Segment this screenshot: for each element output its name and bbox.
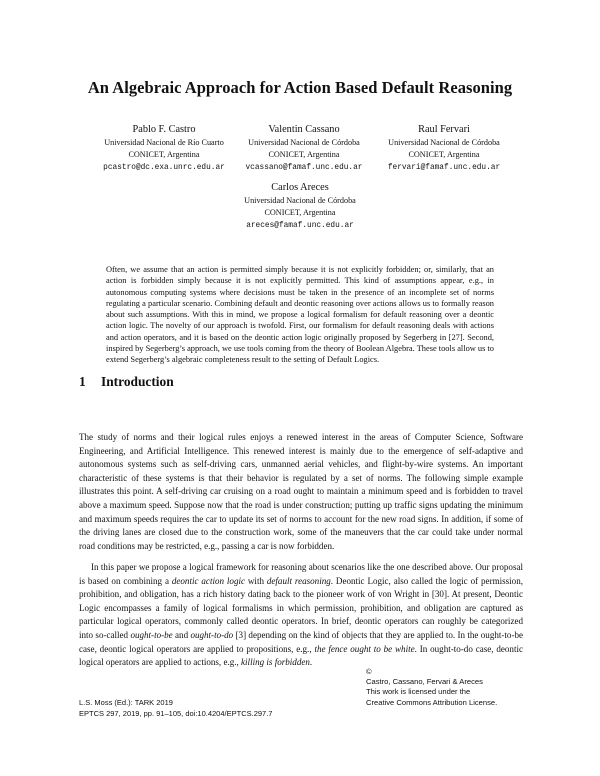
author-affiliation: Universidad Nacional de Córdoba: [244, 196, 356, 206]
author-block: [200, 180, 400, 233]
author-name: Valentin Cassano: [268, 124, 340, 135]
license-line: This work is licensed under the: [366, 687, 471, 697]
paragraph-text: with: [245, 575, 267, 586]
author-email[interactable]: vcassano@famaf.unc.edu.ar: [245, 164, 363, 173]
author-name: Raul Fervari: [418, 124, 470, 135]
emphasis-text: ought-to-be: [130, 629, 173, 640]
editor-line: L.S. Moss (Ed.): TARK 2019: [79, 698, 173, 707]
author-organization: CONICET, Argentina: [268, 150, 340, 160]
paragraph-text: .: [309, 657, 313, 668]
eptcs-line: EPTCS 297, 2019, pp. 91–105, doi:10.4204/EPTCS.297.7: [79, 708, 273, 718]
emphasis-text: ought-to-do: [190, 629, 234, 640]
author-organization: CONICET, Argentina: [408, 150, 480, 160]
copyright-line: © Castro, Cassano, Fervari & Areces: [366, 667, 497, 687]
abstract: Often, we assume that an action is permitted simply because it is not explicitly forbidden; or, similarly, that an action is forbidden simply because it is not explicitly permitted. This kind of assumptions appear, e.g., in autonomous computing systems where decisions must be taken in the presence of an incomplete set of norms regulating a particular scenario. Combining default and deontic reasoning over actions allows us to formally reason about such assumptions. With this in mind, we propose a logical formalism for default reasoning over a deontic action logic. The novelty of our approach is twofold. First, our formalism for default reasoning deals with actions and action operators, and it is based on the deontic action logic originally proposed by Segerberg in [27]. Second, inspired by Segerberg’s approach, we use tools coming from the theory of Boolean Algebra. These tools allow us to extend Segerberg’s algebraic completeness result to the setting of Default Logics.: [106, 265, 494, 365]
paragraph-text: [3] depending on the kind of objects that they are applied to. In the ought-to-be case, deontic logical operators are applied to propositions, e.g.,: [79, 629, 523, 654]
license-info: [366, 667, 497, 708]
section-number: 1: [79, 374, 86, 389]
author-affiliation: Universidad Nacional de Córdoba: [388, 138, 500, 148]
emphasis-text: deontic action logic: [171, 575, 245, 586]
intro-paragraph-2: [79, 561, 523, 670]
section-heading: [79, 374, 174, 390]
section-title: Introduction: [101, 374, 174, 389]
license-link[interactable]: Creative Commons Attribution License.: [366, 697, 498, 707]
paper-title: An Algebraic Approach for Action Based Default Reasoning: [87, 78, 513, 97]
author-email[interactable]: pcastro@dc.exa.unrc.edu.ar: [103, 164, 225, 173]
author-affiliation: Universidad Nacional de Río Cuarto: [104, 138, 224, 148]
paragraph-text: In this paper we propose a logical framework for reasoning about scenarios like the one described above. Our proposal is based on combining a: [79, 562, 523, 586]
intro-paragraph-1: The study of norms and their logical rules enjoys a renewed interest in the areas of Computer Science, Software Engineering, and Artificial Intelligence. This renewed interest is mainly due to the emergence of self-adaptive and autonomous systems such as self-driving cars, unmanned aerial vehicles, and flight-by-wire systems. An important characteristic of these systems is that their behavior is regulated by a set of norms. The following simple example illustrates this point. A self-driving car cruising on a road ought to maintain a minimum speed and is forbidden to travel above a maximum speed. Suppose now that the road is under construction; putting up traffic signs updating the minimum and maximum speeds requires the car to update its set of norms to account for the new road signs. In addition, if some of the driving lanes are closed due to the construction work, some of the maneuvers that the car could take under normal road conditions may be restricted, e.g., passing a car is now forbidden.: [79, 432, 523, 551]
emphasis-text: the fence ought to be white: [314, 643, 415, 654]
author-name: Pablo F. Castro: [132, 124, 196, 135]
paragraph-text: and: [172, 629, 191, 640]
author-organization: CONICET, Argentina: [264, 208, 336, 218]
paragraph-text: . In ought-to-do case, deontic logical operators are applied to actions, e.g.,: [79, 643, 524, 668]
author-email[interactable]: fervari@famaf.unc.edu.ar: [387, 164, 501, 173]
author-organization: CONICET, Argentina: [128, 150, 200, 160]
publication-info: [79, 698, 272, 719]
paragraph-text: . Deontic Logic, also called the logic of permission, prohibition, and obligation, has a rich history dating back to the pioneer work of von Wright in [30]. At present, Deontic Logic encompasses a family of logical formalisms in which permission, prohibition, and obligation are captured as particular logical operators, commonly called deontic operators. In brief, deontic operators can roughly be categorized into so-called: [79, 575, 523, 640]
copyright-icon: ©: [366, 667, 372, 676]
author-email[interactable]: areces@famaf.unc.edu.ar: [246, 222, 354, 231]
author-name: Carlos Areces: [271, 182, 329, 193]
author-affiliation: Universidad Nacional de Córdoba: [248, 138, 360, 148]
emphasis-text: killing is forbidden: [241, 657, 310, 668]
author-block: [344, 122, 544, 175]
emphasis-text: default reasoning: [266, 575, 331, 586]
